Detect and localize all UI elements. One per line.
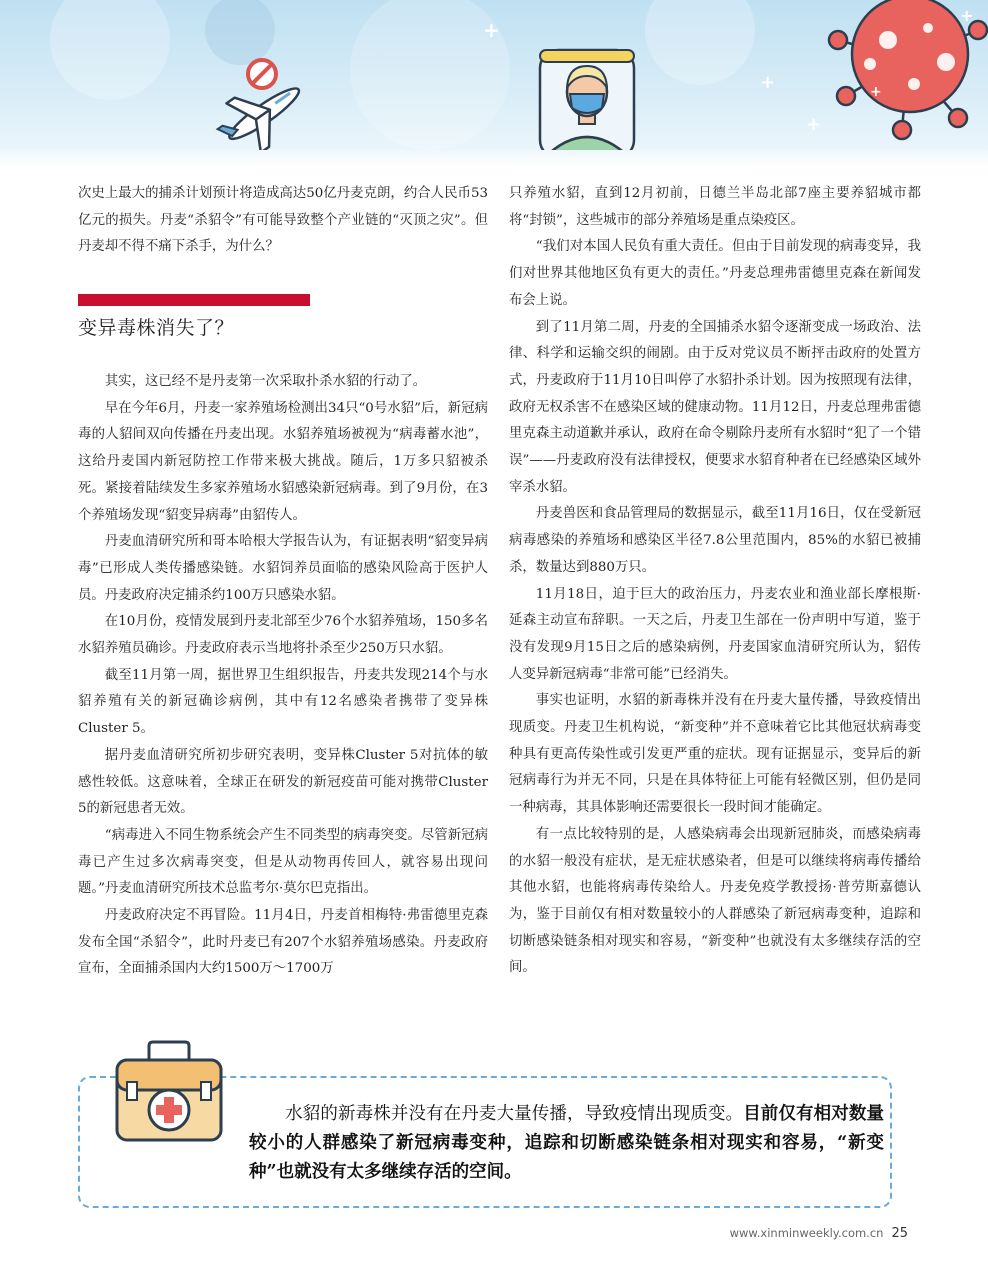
body-paragraph: 11月18日，迫于巨大的政治压力，丹麦农业和渔业部长摩根斯·延森主动宣布辞职。一天之后，丹麦卫生部在一份声明中写道，鉴于没有发现9月15日之后的感染病例，丹麦国家血清研究所认为，貂传人变异新冠病毒“非常可能”已经消失。 xyxy=(509,586,921,682)
section-accent-bar xyxy=(78,294,310,306)
body-paragraph: 在10月份，疫情发展到丹麦北部至少76个水貂养殖场，150多名水貂养殖员确诊。丹麦政府表示当地将扑杀至少250万只水貂。 xyxy=(78,614,488,657)
body-paragraph: 到了11月第二周，丹麦的全国捕杀水貂令逐渐变成一场政治、法律、科学和运输交织的闹剧。由于反对党议员不断抨击政府的处置方式，丹麦政府于11月10日叫停了水貂扑杀计划。因为按照现有法律，政府无权杀害不在感染区域的健康动物。11月12日，丹麦总理弗雷德里克森主动道歉并承认，政府在命令剔除丹麦所有水貂时“犯了一个错误”——丹麦政府没有法律授权，便要求水貂育种者在已经感染区域外宰杀水貂。 xyxy=(509,319,921,495)
sparkle-icon: + xyxy=(760,72,776,93)
page-footer xyxy=(730,1226,908,1241)
pull-quote-text xyxy=(249,1100,884,1187)
body-paragraph: 其实，这已经不是丹麦第一次采取扑杀水貂的行动了。 xyxy=(104,374,427,389)
left-column-intro xyxy=(78,181,488,261)
sparkle-icon: + xyxy=(806,114,822,135)
page-number: 25 xyxy=(891,1226,908,1241)
intro-paragraph: 次史上最大的捕杀计划预计将造成高达50亿丹麦克朗，约合人民币53亿元的损失。丹麦“杀貂令”有可能导致整个产业链的“灭顶之灾”。但丹麦却不得不痛下杀手，为什么？ xyxy=(78,186,488,255)
website-url: www.xinminweekly.com.cn xyxy=(729,1226,884,1240)
body-paragraph: 丹麦政府决定不再冒险。11月4日，丹麦首相梅特·弗雷德里克森发布全国“杀貂令”，此时丹麦已有207个水貂养殖场感染。丹麦政府宣布，全面捕杀国内大约1500万～1700万 xyxy=(78,908,488,977)
body-paragraph: 截至11月第一周，据世界卫生组织报告，丹麦共发现214个与水貂养殖有关的新冠确诊病例，其中有12名感染者携带了变异株Cluster 5。 xyxy=(78,667,488,737)
body-paragraph: 丹麦兽医和食品管理局的数据显示，截至11月16日，仅在受新冠病毒感染的养殖场和感染区半径7.8公里范围内，85%的水貂已被捕杀，数量达到880万只。 xyxy=(509,506,921,575)
body-paragraph: “病毒进入不同生物系统会产生不同类型的病毒突变。尽管新冠病毒已产生过多次病毒突变，但是从动物再传回人，就容易出现问题。”丹麦血清研究所技术总监考尔·莫尔巴克指出。 xyxy=(78,827,488,897)
section-title: 变异毒株消失了？ xyxy=(78,317,235,339)
body-paragraph: “我们对本国人民负有重大责任。但由于目前发现的病毒变异，我们对世界其他地区负有更大的责任。”丹麦总理弗雷德里克森在新闻发布会上说。 xyxy=(509,239,921,308)
banner-fade xyxy=(0,150,988,166)
sparkle-icon: + xyxy=(483,18,500,42)
body-paragraph: 早在今年6月，丹麦一家养殖场检测出34只“0号水貂”后，新冠病毒的人貂间双向传播在丹麦出现。水貂养殖场被视为“病毒蓄水池”，这给丹麦国内新冠防控工作带来极大挑战。随后，1万多只貂被杀死。紧接着陆续发生多家养殖场水貂感染新冠病毒。到了9月份，在3个养殖场发现“貂变异病毒”由貂传人。 xyxy=(78,400,488,523)
sparkle-icon: + xyxy=(870,84,882,100)
body-paragraph: 丹麦血清研究所和哥本哈根大学报告认为，有证据表明“貂变异病毒”已形成人类传播感染链。水貂饲养员面临的感染风险高于医护人员。丹麦政府决定捕杀约100万只感染水貂。 xyxy=(78,534,488,603)
pull-quote-normal: 水貂的新毒株并没有在丹麦大量传播，导致疫情出现质变。 xyxy=(285,1104,744,1124)
body-paragraph: 据丹麦血清研究所初步研究表明，变异株Cluster 5对抗体的敏感性较低。这意味着，全球正在研发的新冠疫苗可能对携带Cluster 5的新冠患者无效。 xyxy=(78,747,488,817)
masked-person-icon xyxy=(532,48,642,158)
body-paragraph: 有一点比较特别的是，人感染病毒会出现新冠肺炎，而感染病毒的水貂一般没有症状，是无症状感染者，但是可以继续将病毒传播给其他水貂，也能将病毒传染给人。丹麦免疫学教授扬·普劳斯嘉德认为，鉴于目前仅有相对数量较小的人群感染了新冠病毒变种，追踪和切断感染链条相对现实和容易，“新变种”也就没有太多继续存活的空间。 xyxy=(509,826,921,976)
body-paragraph: 事实也证明，水貂的新毒株并没有在丹麦大量传播，导致疫情出现质变。丹麦卫生机构说，“新变种”并不意味着它比其他冠状病毒变种具有更高传染性或引发更严重的症状。现有证据显示，变异后的新冠病毒行为并无不同，只是在具体特征上可能有轻微区别，但仍是同一种病毒，其具体影响还需要很长一段时间才能确定。 xyxy=(509,693,921,816)
sparkle-icon: + xyxy=(960,6,974,25)
banned-airplane-icon xyxy=(208,52,318,160)
left-column-body xyxy=(78,369,488,983)
header-illustration xyxy=(0,0,988,160)
body-paragraph-continued: 只养殖水貂，直到12月初前，日德兰半岛北部7座主要养貂城市都将“封锁”，这些城市的部分养殖场是重点染疫区。 xyxy=(509,186,921,228)
right-column-body xyxy=(509,181,921,982)
pull-quote-bold: 目前仅有相对数量较小的人群感染了新冠病毒变种，追踪和切断感染链条相对现实和容易，“新变种”也就没有太多继续存活的空间。 xyxy=(249,1104,885,1182)
first-aid-kit-icon xyxy=(113,1040,225,1144)
